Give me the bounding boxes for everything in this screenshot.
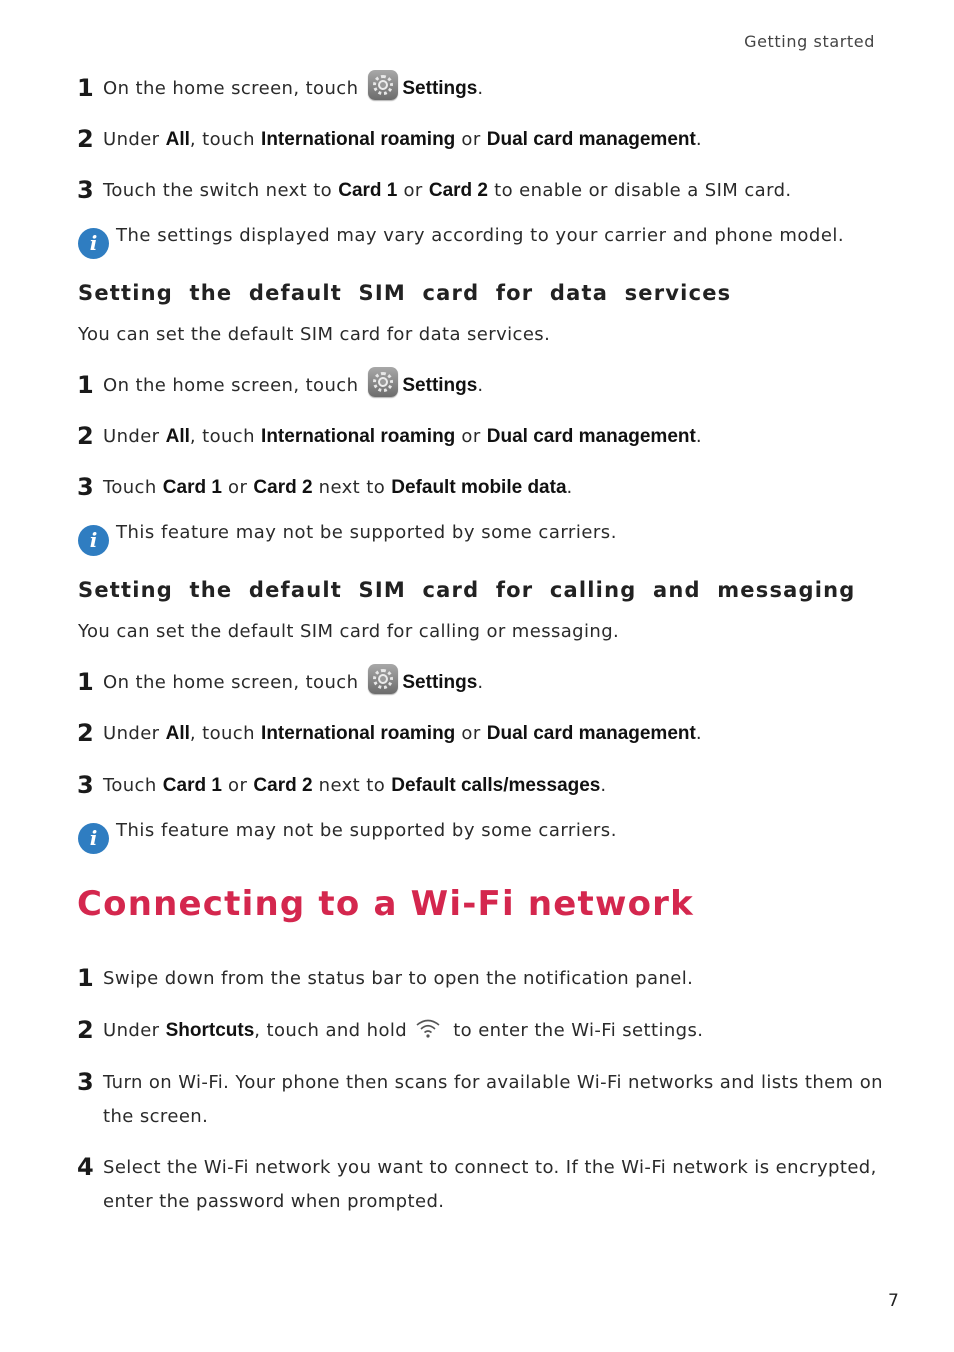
note-text: This feature may not be supported by some carriers. [116,820,617,841]
section-heading-calling: Setting the default SIM card for calling and messaging [78,578,856,602]
step-number: 2 [77,422,94,450]
step-number: 1 [77,74,94,102]
chapter-title-wifi: Connecting to a Wi-Fi network [77,884,694,924]
note-text: This feature may not be supported by some carriers. [116,522,617,543]
step-text: Touch the switch next to Card 1 or Card 2 to enable or disable a SIM card. [103,180,792,201]
step-text: On the home screen, touch Settings. [103,369,483,403]
step-number: 2 [77,1016,94,1044]
running-header: Getting started [744,32,875,51]
step-text: Touch Card 1 or Card 2 next to Default calls/messages. [103,775,607,796]
section-intro-calling: You can set the default SIM card for calling or messaging. [78,621,620,642]
step-number: 2 [77,719,94,747]
step-number: 2 [77,125,94,153]
page-number: 7 [888,1291,899,1311]
step-text: Touch Card 1 or Card 2 next to Default mobile data. [103,477,573,498]
info-icon: i [78,525,109,556]
step-text: Turn on Wi-Fi. Your phone then scans for available Wi-Fi networks and lists them on the screen. [103,1072,883,1127]
section-intro-data: You can set the default SIM card for data services. [78,324,551,345]
step-text: Swipe down from the status bar to open the notification panel. [103,968,694,989]
step-text: Under Shortcuts, touch and hold to enter the Wi-Fi settings. [103,1014,703,1048]
step-number: 1 [77,668,94,696]
note-text: The settings displayed may vary according to your carrier and phone model. [116,225,845,246]
settings-gear-icon [368,70,398,100]
info-icon: i [78,823,109,854]
step-number: 3 [77,1068,94,1096]
wifi-icon [415,1017,441,1039]
settings-gear-icon [368,664,398,694]
step-number: 1 [77,964,94,992]
section-heading-data: Setting the default SIM card for data services [78,281,732,305]
info-icon: i [78,228,109,259]
step-number: 3 [77,176,94,204]
step-number: 1 [77,371,94,399]
step-number: 3 [77,771,94,799]
step-text: Under All, touch International roaming or Dual card management. [103,723,702,744]
step-text: Select the Wi-Fi network you want to connect to. If the Wi-Fi network is encrypted, enter the password when prompted. [103,1157,877,1212]
step-text: Under All, touch International roaming or Dual card management. [103,129,702,150]
step-number: 4 [77,1153,94,1181]
step-number: 3 [77,473,94,501]
step-text: Under All, touch International roaming or Dual card management. [103,426,702,447]
settings-gear-icon [368,367,398,397]
step-text: On the home screen, touch Settings. [103,72,483,106]
step-text: On the home screen, touch Settings. [103,666,483,700]
